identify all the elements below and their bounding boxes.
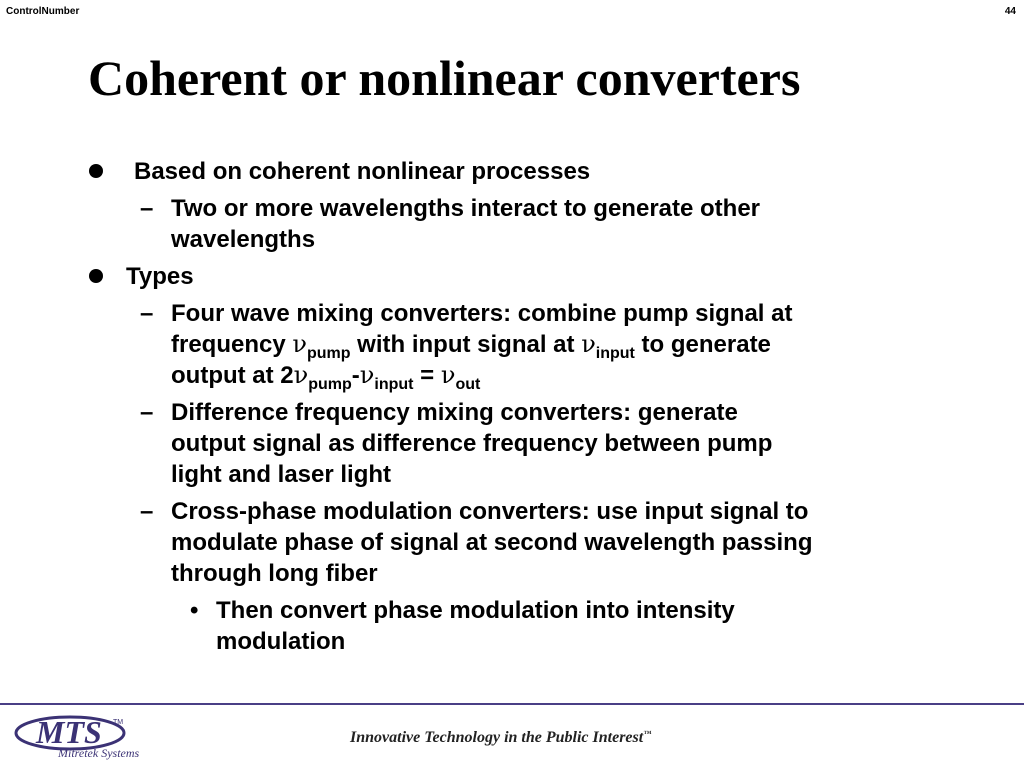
- slide-body: [0, 156, 1024, 657]
- nu-symbol: ν: [293, 361, 309, 389]
- bullet-types: Types: [0, 261, 1024, 292]
- sub-bullet-wavelengths-interact: – Two or more wavelengths interact to generate other: [140, 195, 761, 222]
- dfm-line-2: output signal as difference frequency between pump: [171, 430, 773, 457]
- footer-rule: [0, 703, 1024, 705]
- fwm-line-3: output at $2\nu_{pump}-\nu_{input} = \nu_{out}$: [171, 361, 481, 393]
- mitretek-logo: [12, 708, 172, 764]
- sub-bullet-four-wave-mixing: – Four wave mixing converters: combine pump signal at: [140, 300, 793, 327]
- phase-to-intensity-line-2: modulation: [216, 628, 346, 655]
- slide-title: Coherent or nonlinear converters: [88, 50, 801, 106]
- logo-text: MTS: [36, 714, 102, 750]
- logo-subtitle: Mitretek Systems: [58, 746, 140, 760]
- dash-icon: –: [140, 498, 154, 525]
- nu-symbol: ν: [359, 361, 375, 389]
- sub-bullet-difference-frequency: – Difference frequency mixing converters: generate: [140, 399, 738, 426]
- xpm-line-2: modulate phase of signal at second wavelength passing: [171, 529, 813, 556]
- sub-bullet-wavelengths-continuation: wavelengths: [171, 226, 316, 253]
- small-bullet-icon: •: [190, 597, 199, 624]
- dfm-line-3: light and laser light: [171, 461, 392, 488]
- bullet-dot-icon: [89, 164, 103, 178]
- tagline-tm: ™: [643, 729, 652, 738]
- sub-sub-bullet-phase-to-intensity: • Then convert phase modulation into intensity: [190, 597, 735, 624]
- sub-bullet-cross-phase: – Cross-phase modulation converters: use input signal to: [140, 498, 809, 525]
- xpm-line-3: through long fiber: [171, 560, 378, 587]
- bullet-coherent-processes: Based on coherent nonlinear processes: [0, 156, 1024, 187]
- nu-symbol: ν: [581, 330, 596, 358]
- fwm-line-2: frequency $\nu_{pump}$ with input signal at $\nu_{input}$ to generate: [171, 330, 771, 362]
- control-number: ControlNumber: [6, 6, 80, 17]
- page-number: 44: [1004, 6, 1016, 17]
- footer-tagline: Innovative Technology in the Public Interest™: [350, 729, 652, 746]
- dash-icon: –: [140, 195, 154, 222]
- nu-symbol: ν: [440, 361, 456, 389]
- nu-symbol: ν: [292, 330, 307, 358]
- dash-icon: –: [140, 399, 154, 426]
- dash-icon: –: [140, 300, 154, 327]
- bullet-dot-icon: [89, 269, 103, 283]
- logo-tm: TM: [113, 719, 124, 726]
